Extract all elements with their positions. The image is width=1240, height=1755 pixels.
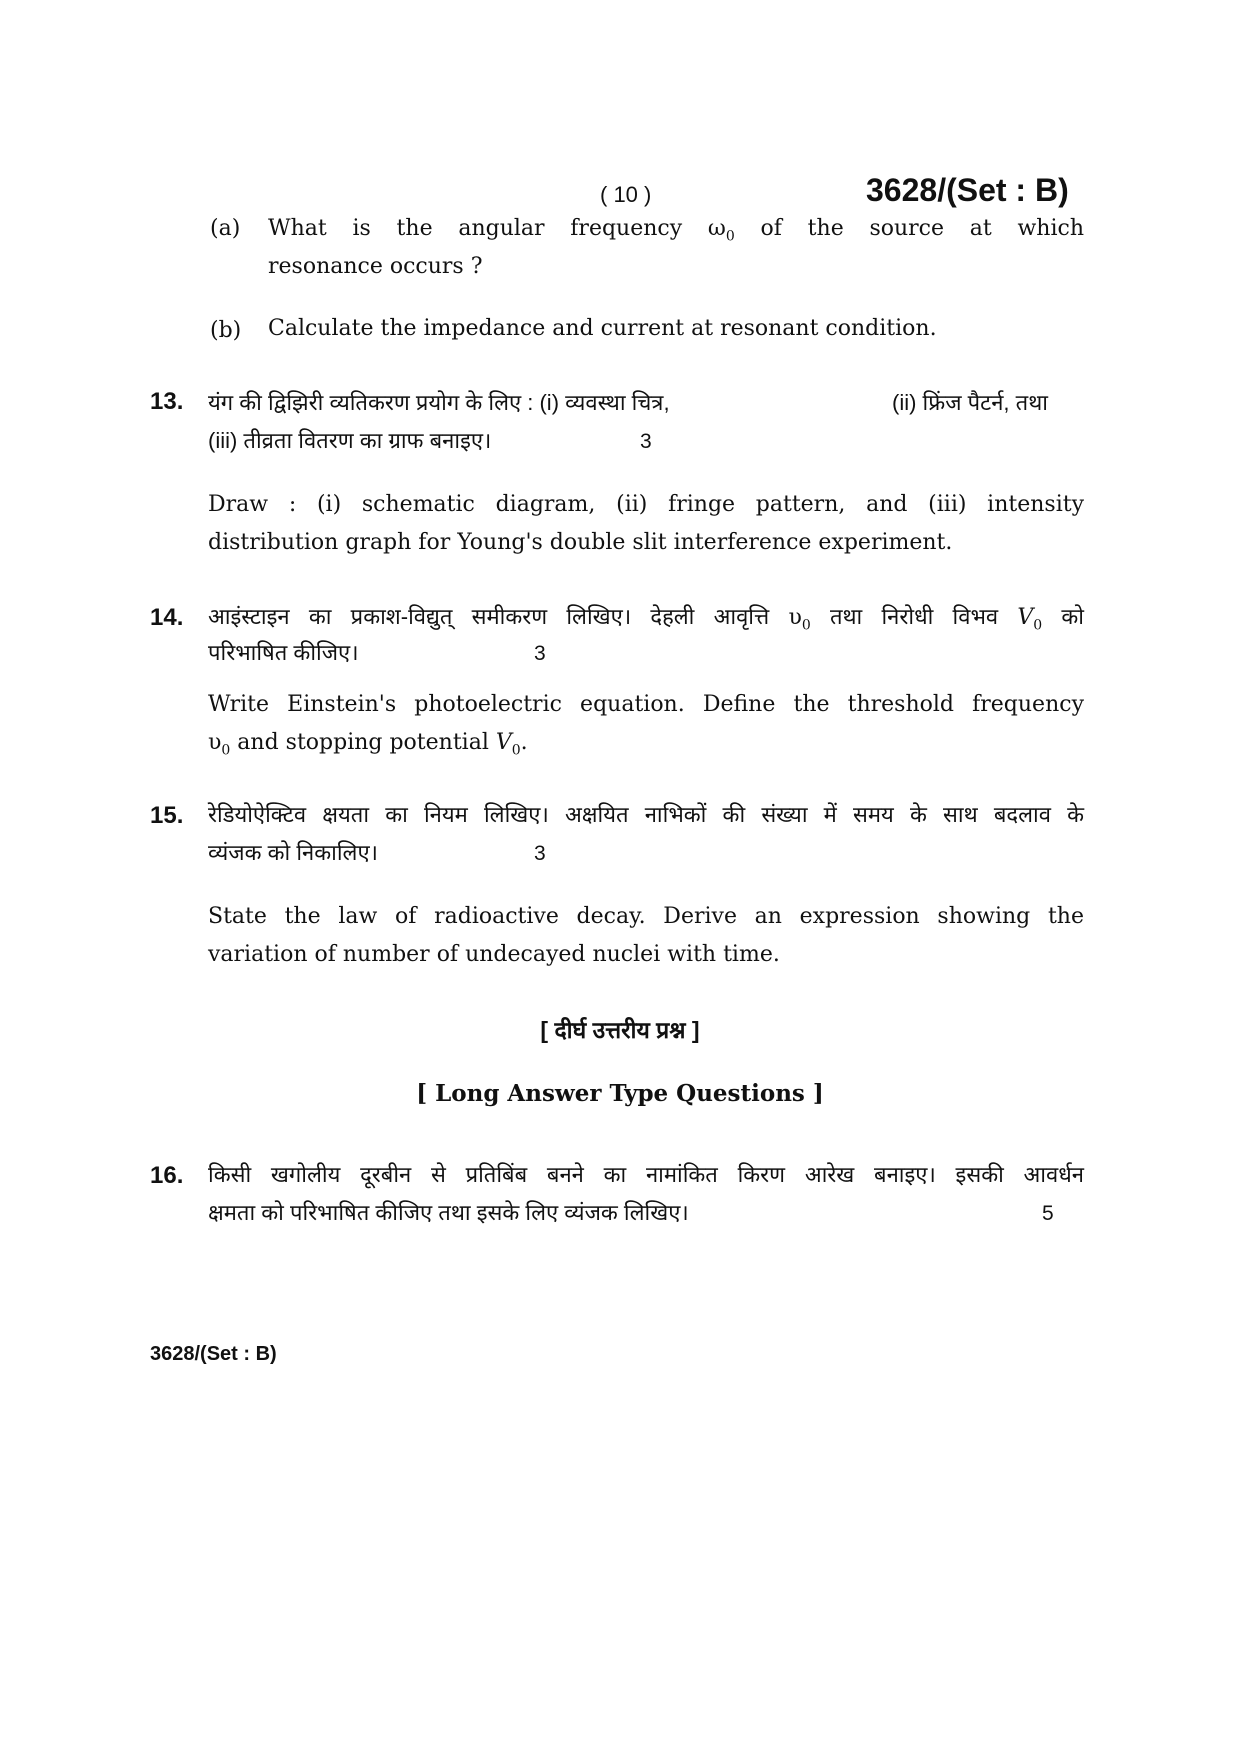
question-16-marks: 5 xyxy=(1042,1202,1054,1225)
question-15-marks: 3 xyxy=(534,842,546,865)
stopping-potential-symbol xyxy=(1017,605,1043,634)
question-14-number: 14. xyxy=(150,604,184,631)
omega-zero-symbol xyxy=(708,210,735,255)
english-v-symbol: V xyxy=(495,730,512,755)
set-code-header: 3628/(Set : B) xyxy=(866,172,1069,208)
upsilon-subscript: 0 xyxy=(801,617,811,634)
question-14-hindi-line2: परिभाषित कीजिए। xyxy=(208,640,359,665)
question-13-hindi-line1a: यंग की द्विझिरी व्यतिकरण प्रयोग के लिए : (i) व्यवस्था चित्र, xyxy=(208,390,670,415)
question-13-english-line2: distribution graph for Young's double slit interference experiment. xyxy=(208,530,953,555)
part-a-text-end: of the source at which xyxy=(734,216,1084,241)
v-symbol: V xyxy=(1017,605,1034,630)
question-14-marks: 3 xyxy=(534,642,546,665)
threshold-frequency-symbol xyxy=(788,605,811,634)
part-b-label: (b) xyxy=(210,318,242,343)
set-code-footer: 3628/(Set : B) xyxy=(150,1343,277,1365)
omega-subscript: 0 xyxy=(725,228,735,245)
question-13-marks: 3 xyxy=(640,430,652,453)
question-14-english-text-a: and stopping potential xyxy=(230,730,496,755)
question-16-hindi-line2: क्षमता को परिभाषित कीजिए तथा इसके लिए व्यंजक लिखिए। xyxy=(208,1200,689,1225)
english-stopping-potential-symbol xyxy=(495,730,521,759)
question-15-hindi-line1: रेडियोऐक्टिव क्षयता का नियम लिखिए। अक्षयित नाभिकों की संख्या में समय के साथ बदलाव के xyxy=(208,802,1084,827)
english-upsilon-subscript: 0 xyxy=(221,742,231,759)
section-heading-hindi: [ दीर्घ उत्तरीय प्रश्न ] xyxy=(540,1017,700,1043)
question-16-hindi-line1: किसी खगोलीय दूरबीन से प्रतिबिंब बनने का नामांकित किरण आरेख बनाइए। इसकी आवर्धन xyxy=(208,1162,1084,1187)
question-14-hindi-text-a: आइंस्टाइन का प्रकाश-विद्युत् समीकरण लिखिए। देहली आवृत्ति xyxy=(208,604,789,629)
question-13-hindi-line2: (iii) तीव्रता वितरण का ग्राफ बनाइए। xyxy=(208,428,492,453)
question-16-number: 16. xyxy=(150,1162,184,1189)
question-14-english-line1: Write Einstein's photoelectric equation. Define the threshold frequency xyxy=(208,692,1084,717)
question-14-hindi-text-b: तथा निरोधी विभव xyxy=(810,604,1018,629)
part-a-text-start: What is the angular frequency xyxy=(268,216,708,241)
v-subscript: 0 xyxy=(1033,617,1043,634)
omega-symbol: ω xyxy=(707,216,726,241)
question-13-number: 13. xyxy=(150,388,184,415)
page-number: ( 10 ) xyxy=(600,182,652,207)
question-15-number: 15. xyxy=(150,802,184,829)
question-14-english-text-b: . xyxy=(520,730,528,755)
english-threshold-symbol xyxy=(208,730,231,759)
english-v-subscript: 0 xyxy=(511,742,521,759)
part-b-text: Calculate the impedance and current at resonant condition. xyxy=(268,316,937,341)
question-13-english-line1: Draw : (i) schematic diagram, (ii) fringe pattern, and (iii) intensity xyxy=(208,492,1084,517)
upsilon-symbol: υ xyxy=(788,605,802,630)
question-15-english-line1: State the law of radioactive decay. Derive an expression showing the xyxy=(208,904,1084,929)
part-a-label: (a) xyxy=(210,216,241,241)
english-upsilon-symbol: υ xyxy=(208,730,222,755)
question-15-english-line2: variation of number of undecayed nuclei with time. xyxy=(208,942,780,967)
question-14-hindi-text-c: को xyxy=(1042,604,1084,629)
section-heading-english: [ Long Answer Type Questions ] xyxy=(416,1080,824,1107)
question-14-english-line2 xyxy=(208,724,528,769)
question-13-hindi-line1b: (ii) फ्रिंज पैटर्न, तथा xyxy=(892,390,1048,415)
question-15-hindi-line2: व्यंजक को निकालिए। xyxy=(208,840,378,865)
part-a-text-line2: resonance occurs ? xyxy=(268,254,483,279)
